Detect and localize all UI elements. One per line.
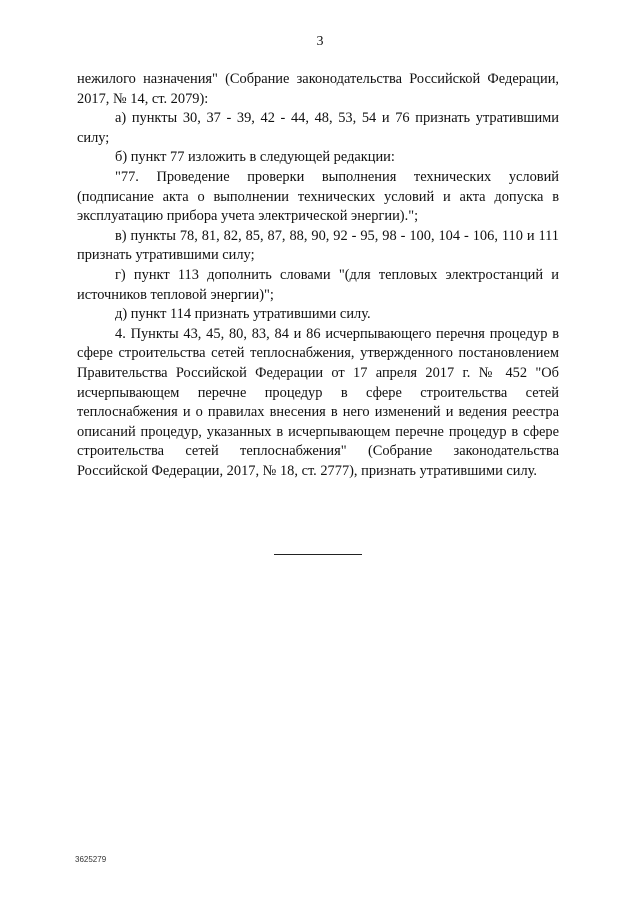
paragraph-section-4: 4. Пункты 43, 45, 80, 83, 84 и 86 исчерпывающего перечня процедур в сфере строительства сетей теплоснабжения, утвержденного постановлением Правительства Российской Федерации от 17 апреля 2017 г. № 452 "Об исчерпывающем перечне процедур в сфере строительства сетей теплоснабжения и о правилах внесения в него изменений и ведения реестра описаний процедур, указанных в исчерпывающем перечне процедур в сфере строительства сетей теплоснабжения" (Собрание законодательства Российской Федерации, 2017, № 18, ст. 2777), признать утратившими силу. bbox=[77, 325, 559, 479]
paragraph-continuation: нежилого назначения" (Собрание законодательства Российской Федерации, 2017, № 14, ст. 2079): bbox=[77, 71, 559, 107]
document-code: 3625279 bbox=[75, 855, 107, 864]
paragraph-item-v: в) пункты 78, 81, 82, 85, 87, 88, 90, 92 - 95, 98 - 100, 104 - 106, 110 и 111 признать утратившими силу; bbox=[77, 227, 559, 264]
paragraph-item-g: г) пункт 113 дополнить словами "(для тепловых электростанций и источников тепловой энергии)"; bbox=[77, 266, 559, 303]
paragraph-quote-77: "77. Проведение проверки выполнения технических условий (подписание акта о выполнении технических условий и акта допуска в эксплуатацию прибора учета электрической энергии)."; bbox=[77, 168, 559, 225]
paragraph-item-d: д) пункт 114 признать утратившими силу. bbox=[115, 306, 371, 323]
end-separator-line bbox=[274, 554, 362, 555]
document-body bbox=[77, 70, 559, 481]
page-number: 3 bbox=[316, 34, 324, 49]
paragraph-item-a: а) пункты 30, 37 - 39, 42 - 44, 48, 53, 54 и 76 признать утратившими силу; bbox=[77, 110, 559, 146]
paragraph-item-b: б) пункт 77 изложить в следующей редакции: bbox=[115, 149, 395, 166]
